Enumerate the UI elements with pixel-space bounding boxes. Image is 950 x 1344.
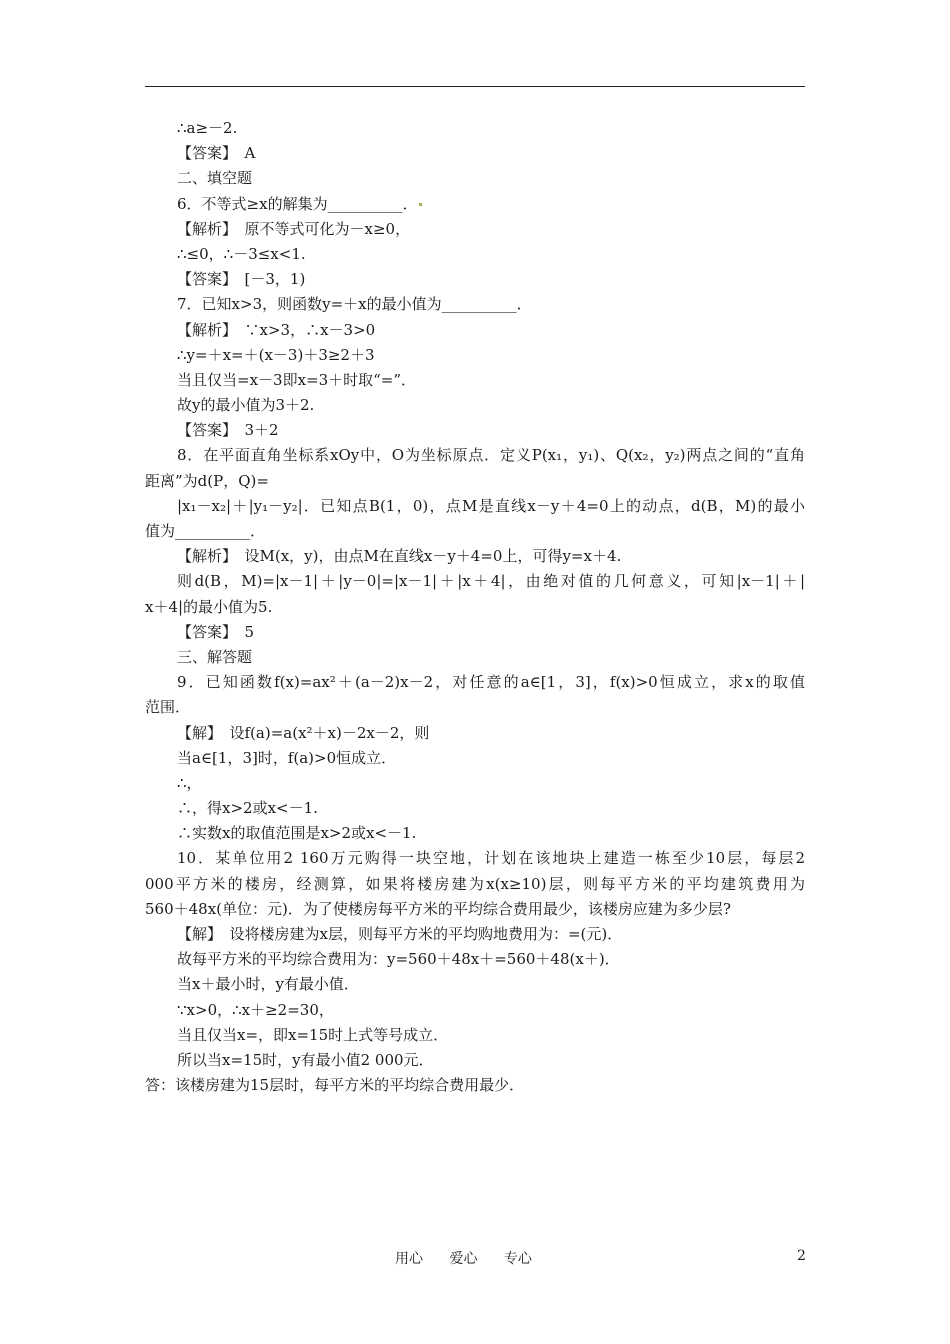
text-line xyxy=(145,746,805,771)
text-line xyxy=(145,544,805,569)
header-rule xyxy=(145,86,805,87)
line-text: 当a∈[1，3]时，f(a)>0恒成立． xyxy=(177,748,397,767)
line-text: 答：该楼房建为15层时，每平方米的平均综合费用最少． xyxy=(145,1076,525,1095)
text-line xyxy=(145,1073,805,1098)
text-line xyxy=(145,469,805,494)
line-text: 【答案】 [－3，1) xyxy=(177,270,306,289)
line-text: 值为__________． xyxy=(145,522,266,540)
text-line xyxy=(145,217,805,242)
scan-mark xyxy=(419,203,422,206)
text-line xyxy=(145,519,805,544)
page-number: 2 xyxy=(797,1248,806,1264)
line-text: 【解】 设将楼房建为x层，则每平方米的平均购地费用为：=(元)． xyxy=(177,925,623,943)
line-text: 【答案】 A xyxy=(177,144,256,163)
line-text: 【答案】 5 xyxy=(177,622,255,641)
text-line xyxy=(145,947,805,972)
line-text: 二、填空题 xyxy=(177,169,253,188)
line-text: 9．已知函数f(x)=ax²＋(a－2)x－2，对任意的a∈[1，3]，f(x)>0恒成立，求x的取值 xyxy=(177,673,805,692)
line-text: ∴≤0，∴－3≤x<1. xyxy=(177,244,306,263)
text-line xyxy=(145,821,805,846)
line-text: 7．已知x>3，则函数y=＋x的最小值为__________． xyxy=(177,295,532,314)
text-line xyxy=(145,645,805,670)
text-line xyxy=(145,846,805,871)
line-text: 000平方米的楼房，经测算，如果将楼房建为x(x≥10)层，则每平方米的平均建筑费用为 xyxy=(145,874,805,893)
line-text: 范围． xyxy=(145,698,191,717)
line-text: 三、解答题 xyxy=(177,647,253,666)
text-line xyxy=(145,166,805,191)
text-line xyxy=(145,1023,805,1048)
line-text: ∴， xyxy=(177,773,202,792)
text-line xyxy=(145,418,805,443)
line-text: ∴，得x>2或x<－1. xyxy=(177,799,318,818)
line-text: 当x＋最小时，y有最小值． xyxy=(177,975,359,994)
text-line xyxy=(145,368,805,393)
line-text: 【解析】 ∵x>3，∴x－3>0 xyxy=(177,320,376,339)
line-text: 所以当x=15时，y有最小值2 000元． xyxy=(177,1050,434,1069)
line-text: 10．某单位用2 160万元购得一块空地，计划在该地块上建造一栋至少10层，每层2 xyxy=(177,849,805,868)
line-text: 距离”为d(P，Q)= xyxy=(145,471,269,490)
text-line xyxy=(145,267,805,292)
text-line xyxy=(145,771,805,796)
line-text: 【解析】 原不等式可化为－x≥0， xyxy=(177,219,411,238)
line-text: 【答案】 3＋2 xyxy=(177,421,279,440)
text-line xyxy=(145,292,805,317)
text-line xyxy=(145,721,805,746)
text-line xyxy=(145,116,805,141)
text-line xyxy=(145,318,805,343)
line-text: 当且仅当x=，即x=15时上式等号成立． xyxy=(177,1025,449,1044)
document-body xyxy=(145,116,805,1098)
line-text: 【解析】 设M(x，y)，由点M在直线x－y＋4=0上，可得y=x＋4. xyxy=(177,547,622,566)
text-line xyxy=(145,595,805,620)
line-text: 6．不等式≥x的解集为__________． xyxy=(177,194,418,213)
line-text: ∴a≥－2. xyxy=(177,119,238,137)
line-text: 【解】 设f(a)=a(x²＋x)－2x－2，则 xyxy=(177,723,430,742)
text-line xyxy=(145,569,805,594)
text-line xyxy=(145,872,805,897)
text-line xyxy=(145,796,805,821)
text-line xyxy=(145,192,805,217)
line-text: ∵x>0，∴x＋≥2=30， xyxy=(177,1000,334,1019)
text-line xyxy=(145,670,805,695)
text-line xyxy=(145,922,805,947)
text-line xyxy=(145,972,805,997)
line-text: |x₁－x₂|＋|y₁－y₂|．已知点B(1，0)，点M是直线x－y＋4=0上的动点，d(B，M)的最小 xyxy=(177,496,805,515)
text-line xyxy=(145,998,805,1023)
text-line xyxy=(145,1048,805,1073)
line-text: x＋4|的最小值为5. xyxy=(145,597,273,616)
line-text: 8．在平面直角坐标系xOy中，O为坐标原点．定义P(x₁，y₁)、Q(x₂，y₂)两点之间的“直角 xyxy=(177,446,805,465)
line-text: 当且仅当=x－3即x=3＋时取“=”． xyxy=(177,370,417,389)
line-text: 560＋48x(单位：元)．为了使楼房每平方米的平均综合费用最少，该楼房应建为多少层? xyxy=(145,899,731,918)
line-text: 故y的最小值为3＋2. xyxy=(177,396,315,415)
text-line xyxy=(145,443,805,468)
text-line xyxy=(145,393,805,418)
text-line xyxy=(145,620,805,645)
text-line xyxy=(145,695,805,720)
line-text: ∴实数x的取值范围是x>2或x<－1. xyxy=(177,824,417,843)
footer-motto: 用心 爱心 专心 xyxy=(395,1251,532,1267)
text-line xyxy=(145,343,805,368)
line-text: ∴y=＋x=＋(x－3)＋3≥2＋3 xyxy=(177,345,375,364)
text-line xyxy=(145,242,805,267)
line-text: 故每平方米的平均综合费用为：y=560＋48x＋=560＋48(x＋)． xyxy=(177,950,620,969)
text-line xyxy=(145,141,805,166)
text-line xyxy=(145,494,805,519)
line-text: 则d(B，M)=|x－1|＋|y－0|=|x－1|＋|x＋4|，由绝对值的几何意义，可知|x－1|＋| xyxy=(177,572,805,591)
text-line xyxy=(145,897,805,922)
